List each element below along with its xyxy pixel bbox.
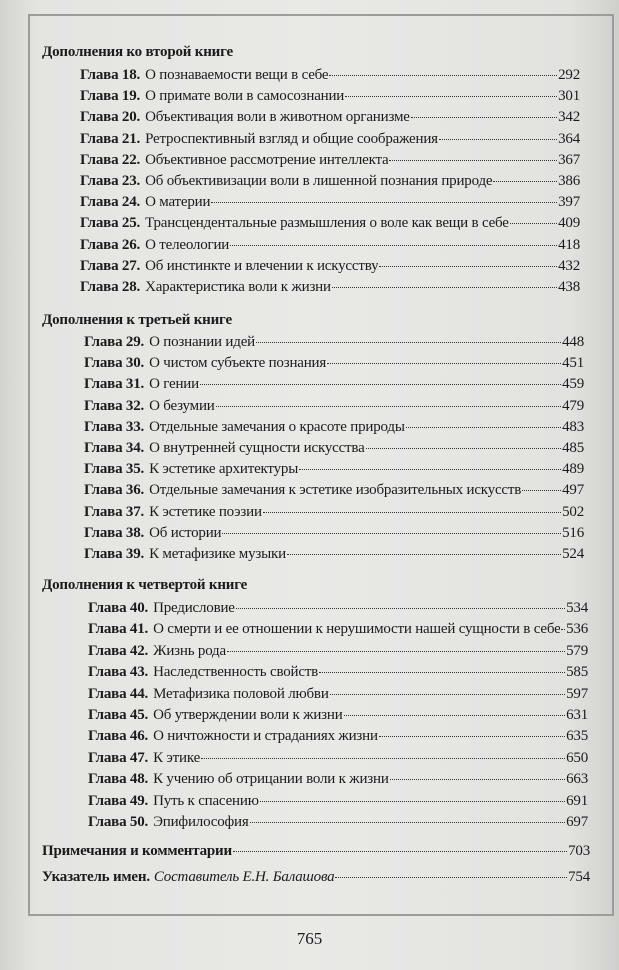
chapter-title: Характеристика воли к жизни (145, 279, 331, 295)
leader-dots (211, 201, 557, 203)
leader-dots (522, 489, 561, 491)
section-title: Дополнения ко второй книге (42, 44, 233, 60)
toc-entry (84, 524, 584, 542)
toc-entry (84, 545, 584, 563)
chapter-title: К метафизике музыки (149, 546, 286, 562)
chapter-title: К эстетике поэзии (149, 503, 262, 520)
leader-dots (299, 468, 561, 470)
chapter-page: 579 (566, 642, 588, 659)
toc-entry (80, 172, 580, 190)
chapter-label: Глава 50. (88, 814, 149, 830)
chapter-label: Глава 36. (84, 482, 145, 499)
chapter-label: Глава 43. (88, 664, 149, 681)
chapter-title: О телеологии (145, 236, 230, 253)
leader-dots (366, 447, 562, 449)
chapter-title: О материи (145, 194, 211, 211)
chapter-label: Глава 47. (88, 749, 149, 766)
chapter-page: 502 (562, 503, 584, 520)
leader-dots (250, 821, 566, 823)
chapter-title: Метафизика половой любви (153, 685, 329, 702)
toc-entry (88, 792, 588, 810)
chapter-title: О внутренней сущности искусства (149, 440, 365, 456)
chapter-page: 418 (558, 236, 580, 253)
chapter-label: Глава 30. (84, 355, 145, 372)
leader-dots (256, 341, 561, 343)
chapter-label: Глава 26. (80, 236, 141, 253)
chapter-title: О ничтожности и страданиях жизни (153, 728, 378, 745)
entry-title: Примечания и комментарии (42, 843, 232, 859)
chapter-page: 409 (558, 215, 580, 232)
chapter-page: 585 (566, 664, 588, 681)
chapter-label: Глава 31. (84, 376, 145, 393)
chapter-title: Об объективизации воли в лишенной познания природе (145, 173, 493, 189)
chapter-label: Глава 37. (84, 503, 145, 520)
chapter-page: 432 (558, 257, 580, 274)
toc-entry (80, 151, 580, 169)
chapter-page: 697 (566, 814, 588, 830)
chapter-title: К учению об отрицании воли к жизни (153, 771, 389, 788)
leader-dots (236, 607, 565, 609)
chapter-title: О познании идей (149, 334, 255, 350)
chapter-page: 451 (562, 355, 584, 372)
chapter-title: Наследственность свойств (153, 664, 319, 681)
chapter-label: Глава 44. (88, 685, 149, 702)
chapter-title: О примате воли в самосознании (145, 88, 345, 105)
chapter-page: 516 (562, 524, 584, 541)
toc-entry (80, 66, 580, 84)
chapter-label: Глава 45. (88, 707, 149, 723)
chapter-page: 397 (558, 194, 580, 211)
page-number: 765 (296, 929, 323, 948)
chapter-label: Глава 18. (80, 67, 141, 83)
leader-dots (379, 265, 557, 267)
chapter-page: 631 (566, 707, 588, 723)
chapter-page: 650 (566, 749, 588, 766)
chapter-label: Глава 46. (88, 728, 149, 745)
toc-entry (88, 599, 588, 617)
chapter-page: 479 (562, 397, 584, 414)
toc-entry (84, 481, 584, 499)
chapter-label: Глава 25. (80, 215, 141, 232)
leader-dots (263, 511, 561, 513)
leader-dots (493, 180, 557, 182)
leader-dots (216, 405, 561, 407)
toc-entry (88, 685, 588, 703)
chapter-label: Глава 27. (80, 257, 141, 274)
chapter-page: 386 (558, 173, 580, 189)
leader-dots (406, 426, 561, 428)
leader-dots (287, 553, 561, 555)
toc-entry (80, 214, 580, 232)
toc-entry (80, 236, 580, 254)
chapter-page: 483 (562, 418, 584, 435)
chapter-page: 342 (558, 109, 580, 126)
chapter-page: 459 (562, 376, 584, 393)
toc-entry (88, 620, 588, 638)
chapter-label: Глава 49. (88, 792, 149, 809)
toc-entry (80, 193, 580, 211)
toc-entry (84, 397, 584, 415)
chapter-title: Жизнь рода (153, 642, 226, 659)
leader-dots (233, 850, 567, 852)
toc-entry (88, 727, 588, 745)
chapter-page: 534 (566, 600, 588, 616)
chapter-title: Трансцендентальные размышления о воле как вещи в себе (145, 215, 509, 232)
entry-page: 754 (568, 869, 590, 885)
leader-dots (510, 222, 557, 224)
chapter-title: Об инстинкте и влечении к искусству (145, 257, 379, 274)
chapter-title: К эстетике архитектуры (149, 461, 299, 478)
chapter-title: Объективация воли в животном организме (145, 109, 410, 126)
chapter-label: Глава 29. (84, 334, 145, 350)
toc-entry-index (42, 868, 590, 886)
leader-dots (327, 362, 561, 364)
chapter-title: Об утверждении воли к жизни (153, 707, 343, 723)
toc-entry (80, 108, 580, 126)
chapter-label: Глава 38. (84, 524, 145, 541)
leader-dots (561, 628, 565, 630)
toc-entry (84, 439, 584, 457)
chapter-label: Глава 21. (80, 130, 141, 147)
toc-entry (88, 813, 588, 831)
leader-dots (329, 74, 557, 76)
toc-entry (84, 503, 584, 521)
leader-dots (332, 286, 557, 288)
toc-entry (80, 130, 580, 148)
chapter-page: 364 (558, 130, 580, 147)
chapter-title: Об истории (149, 524, 222, 541)
toc-entry (80, 257, 580, 275)
chapter-title: Предисловие (153, 600, 235, 616)
leader-dots (200, 383, 561, 385)
chapter-label: Глава 42. (88, 642, 149, 659)
leader-dots (335, 876, 567, 878)
entry-page: 703 (568, 843, 590, 859)
chapter-title: О чистом субъекте познания (149, 355, 327, 372)
chapter-title: Путь к спасению (153, 792, 259, 809)
chapter-page: 489 (562, 461, 584, 478)
chapter-label: Глава 22. (80, 151, 141, 168)
section-title: Дополнения к третьей книге (42, 312, 232, 328)
chapter-title: О гении (149, 376, 199, 393)
toc-entry (88, 663, 588, 681)
leader-dots (319, 671, 565, 673)
chapter-page: 536 (566, 621, 588, 638)
toc-entry (84, 354, 584, 372)
chapter-title: Отдельные замечания к эстетике изобразительных искусств (149, 482, 522, 499)
toc-entry (88, 706, 588, 724)
toc-entry-notes (42, 842, 590, 860)
chapter-label: Глава 48. (88, 771, 149, 788)
chapter-label: Глава 34. (84, 440, 145, 456)
toc-entry (84, 418, 584, 436)
chapter-title: Объективное рассмотрение интеллекта (145, 151, 389, 168)
chapter-page: 485 (562, 440, 584, 456)
toc-entry (84, 375, 584, 393)
leader-dots (330, 693, 565, 695)
chapter-page: 597 (566, 685, 588, 702)
chapter-page: 448 (562, 334, 584, 350)
chapter-label: Глава 35. (84, 461, 145, 478)
chapter-page: 663 (566, 771, 588, 788)
chapter-label: Глава 41. (88, 621, 149, 638)
chapter-page: 438 (558, 279, 580, 295)
chapter-label: Глава 32. (84, 397, 145, 414)
toc-entry (88, 770, 588, 788)
chapter-page: 367 (558, 151, 580, 168)
chapter-title: Отдельные замечания о красоте природы (149, 418, 405, 435)
chapter-page: 691 (566, 792, 588, 809)
chapter-title: Ретроспективный взгляд и общие соображения (145, 130, 438, 147)
chapter-label: Глава 33. (84, 418, 145, 435)
chapter-page: 292 (558, 67, 580, 83)
toc-entry (88, 642, 588, 660)
chapter-label: Глава 39. (84, 546, 145, 562)
entry-title: Указатель имен. (42, 869, 150, 885)
chapter-title: Эпифилософия (153, 814, 249, 830)
toc-entry (88, 749, 588, 767)
chapter-label: Глава 23. (80, 173, 141, 189)
chapter-title: К этике (153, 749, 201, 766)
leader-dots (260, 800, 565, 802)
section-title: Дополнения к четвертой книге (42, 577, 248, 593)
chapter-label: Глава 40. (88, 600, 149, 616)
leader-dots (201, 757, 565, 759)
toc-entry (84, 333, 584, 351)
chapter-page: 301 (558, 88, 580, 105)
leader-dots (345, 95, 557, 97)
chapter-label: Глава 20. (80, 109, 141, 126)
leader-dots (389, 159, 557, 161)
toc-entry (80, 87, 580, 105)
chapter-page: 497 (562, 482, 584, 499)
chapter-title: О безумии (149, 397, 215, 414)
chapter-label: Глава 28. (80, 279, 141, 295)
leader-dots (230, 244, 557, 246)
entry-author: Составитель Е.Н. Балашова (153, 869, 335, 885)
leader-dots (390, 778, 565, 780)
chapter-title: О смерти и ее отношении к нерушимости нашей сущности в себе (153, 621, 561, 638)
chapter-title: О познаваемости вещи в себе (145, 67, 329, 83)
leader-dots (379, 735, 565, 737)
chapter-page: 524 (562, 546, 584, 562)
toc-entry (84, 460, 584, 478)
chapter-page: 635 (566, 728, 588, 745)
chapter-label: Глава 24. (80, 194, 141, 211)
leader-dots (411, 116, 557, 118)
leader-dots (222, 532, 561, 534)
leader-dots (227, 650, 565, 652)
leader-dots (344, 714, 566, 716)
toc-entry (80, 278, 580, 296)
leader-dots (439, 138, 557, 140)
chapter-label: Глава 19. (80, 88, 141, 105)
